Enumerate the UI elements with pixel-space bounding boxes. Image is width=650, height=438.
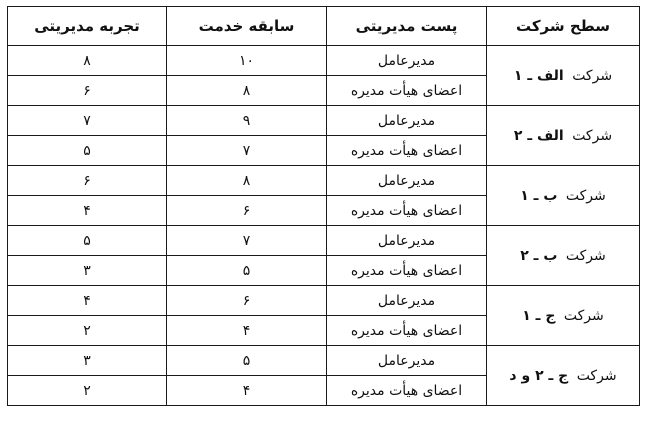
service-cell: ۵: [167, 256, 327, 286]
company-prefix: شرکت: [563, 307, 604, 324]
service-cell: ۶: [167, 196, 327, 226]
table-row: [8, 346, 640, 376]
company-prefix: شرکت: [572, 127, 613, 144]
company-cell: [487, 166, 640, 226]
table-row: [8, 46, 640, 76]
experience-cell: ۷: [8, 106, 167, 136]
experience-cell: ۸: [8, 46, 167, 76]
service-cell: ۵: [167, 346, 327, 376]
experience-cell: ۶: [8, 166, 167, 196]
experience-cell: ۵: [8, 226, 167, 256]
post-cell: مدیرعامل: [327, 226, 487, 256]
experience-cell: ۴: [8, 196, 167, 226]
experience-cell: ۶: [8, 76, 167, 106]
header-service: سابقه خدمت: [167, 7, 327, 46]
table-row: [8, 286, 640, 316]
post-cell: اعضای هیأت مدیره: [327, 136, 487, 166]
company-code: الف ـ ۲: [513, 127, 564, 144]
experience-cell: ۳: [8, 346, 167, 376]
company-cell: [487, 286, 640, 346]
post-cell: مدیرعامل: [327, 106, 487, 136]
service-cell: ۷: [167, 136, 327, 166]
post-cell: اعضای هیأت مدیره: [327, 316, 487, 346]
post-cell: اعضای هیأت مدیره: [327, 76, 487, 106]
company-prefix: شرکت: [565, 187, 606, 204]
company-code: ب ـ ۱: [520, 187, 558, 204]
management-table-container: [7, 6, 639, 406]
header-company-level: سطح شرکت: [487, 7, 640, 46]
post-cell: مدیرعامل: [327, 166, 487, 196]
service-cell: ۶: [167, 286, 327, 316]
company-code: ج ـ ۱: [522, 307, 556, 324]
service-cell: ۹: [167, 106, 327, 136]
experience-cell: ۲: [8, 376, 167, 406]
company-cell: [487, 226, 640, 286]
post-cell: اعضای هیأت مدیره: [327, 196, 487, 226]
post-cell: مدیرعامل: [327, 286, 487, 316]
experience-cell: ۴: [8, 286, 167, 316]
management-table: [7, 6, 640, 406]
header-post: پست مدیریتی: [327, 7, 487, 46]
experience-cell: ۵: [8, 136, 167, 166]
company-prefix: شرکت: [576, 367, 617, 384]
post-cell: مدیرعامل: [327, 46, 487, 76]
experience-cell: ۳: [8, 256, 167, 286]
service-cell: ۴: [167, 316, 327, 346]
service-cell: ۱۰: [167, 46, 327, 76]
experience-cell: ۲: [8, 316, 167, 346]
header-experience: تجربه مدیریتی: [8, 7, 167, 46]
company-cell: [487, 346, 640, 406]
company-cell: [487, 106, 640, 166]
table-body: [8, 46, 640, 406]
company-prefix: شرکت: [565, 247, 606, 264]
service-cell: ۴: [167, 376, 327, 406]
company-code: ب ـ ۲: [520, 247, 558, 264]
table-row: [8, 106, 640, 136]
header-row: [8, 7, 640, 46]
company-prefix: شرکت: [572, 67, 613, 84]
company-cell: [487, 46, 640, 106]
service-cell: ۸: [167, 166, 327, 196]
service-cell: ۸: [167, 76, 327, 106]
service-cell: ۷: [167, 226, 327, 256]
table-row: [8, 226, 640, 256]
post-cell: اعضای هیأت مدیره: [327, 376, 487, 406]
table-row: [8, 166, 640, 196]
post-cell: مدیرعامل: [327, 346, 487, 376]
company-code: ج ـ ۲ و د: [509, 367, 569, 384]
post-cell: اعضای هیأت مدیره: [327, 256, 487, 286]
company-code: الف ـ ۱: [513, 67, 564, 84]
